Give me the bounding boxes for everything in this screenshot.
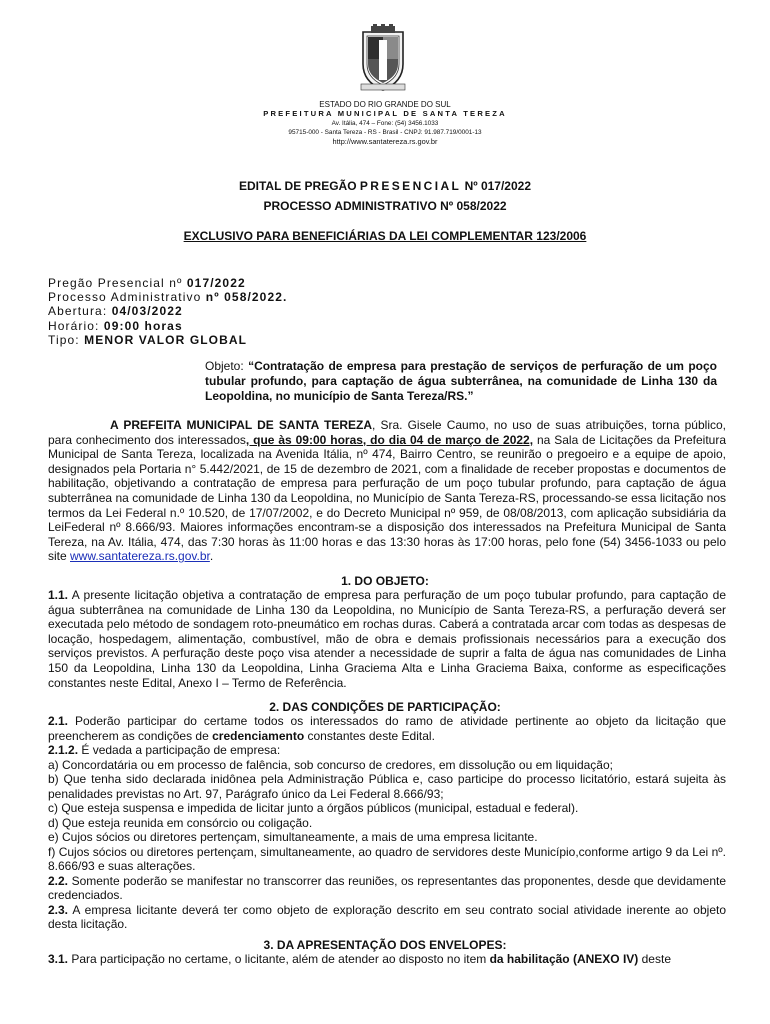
edital-title (0, 179, 770, 193)
list-item-c: c) Que esteja suspensa e impedida de licitar junto a órgãos públicos (municipal, estadual e federal). (48, 801, 579, 815)
item-number: 2.2. (48, 873, 69, 888)
item-text: A empresa licitante deverá ter como objeto de exploração descrito em seu contrato social atividade inerente ao objeto desta licitação. (48, 902, 726, 931)
info-tipo (48, 333, 287, 347)
intro-paragraph (48, 418, 726, 564)
header-website: http://www.santatereza.rs.gov.br (332, 137, 438, 146)
municipal-crest-icon (357, 24, 409, 92)
website-link[interactable]: www.santatereza.rs.gov.br (70, 549, 210, 564)
intro-text: , Sra. Gisele Caumo, no uso de suas atribuições, torna público, para conhecimento dos interessados (48, 418, 726, 447)
edital-title-suffix: Nº 017/2022 (461, 179, 532, 193)
info-processo (48, 290, 287, 304)
list-item-e: e) Cujos sócios ou diretores pertençam, simultaneamente, a mais de uma empresa licitante. (48, 830, 538, 844)
section-heading-objeto: 1. DO OBJETO: (341, 574, 429, 588)
intro-end: . (209, 549, 214, 564)
info-pregao (48, 276, 287, 290)
item-2-1 (48, 714, 726, 743)
item-bold: credenciamento (212, 728, 305, 743)
list-item-b: b) Que tenha sido declarada inidônea pela Administração Pública e, caso participe do processo licitatório, estará sujeita às penalidades previstas no Art. 97, Parágrafo único da Lei Federal 8.666/93; (48, 772, 726, 801)
info-label: Horário: (48, 318, 104, 333)
objeto-text: “Contratação de empresa para prestação de serviços de perfuração de um poço tubular profundo, para captação de água subterrânea, na comunidade de Linha 130 da Leopoldina, no município de Santa Tereza/RS.” (205, 359, 717, 403)
item-2-1-2 (48, 743, 726, 758)
info-label: Processo Administrativo (48, 290, 206, 305)
section-heading-envelopes: 3. DA APRESENTAÇÃO DOS ENVELOPES: (263, 938, 507, 952)
intro-date-underline: , que às 09:00 horas, do dia 04 de março de 2022, (245, 432, 534, 447)
item-2-3 (48, 903, 726, 932)
info-value: 017/2022 (186, 276, 246, 290)
item-text: Para participação no certame, o licitante, além de atender ao disposto no item (68, 952, 490, 966)
objeto-label: Objeto: (205, 359, 249, 373)
item-bold: da habilitação (ANEXO IV) (489, 952, 639, 966)
edital-title-spaced: PRESENCIAL (359, 179, 462, 193)
section3-paragraph (48, 952, 726, 967)
info-value: 04/03/2022 (111, 304, 183, 319)
item-2-2 (48, 874, 726, 903)
list-item-d: d) Que esteja reunida em consórcio ou coligação. (48, 815, 313, 830)
objeto-block (205, 359, 717, 404)
info-value: 09:00 horas (103, 318, 183, 333)
section-heading-participacao: 2. DAS CONDIÇÕES DE PARTICIPAÇÃO: (269, 700, 501, 714)
header-prefeitura: PREFEITURA MUNICIPAL DE SANTA TEREZA (263, 109, 507, 118)
item-number: 2.1.2. (48, 743, 79, 757)
item-number: 2.3. (48, 902, 69, 917)
section1-paragraph (48, 588, 726, 690)
info-horario (48, 319, 287, 333)
processo-title: PROCESSO ADMINISTRATIVO Nº 058/2022 (263, 199, 507, 213)
edital-title-prefix: EDITAL DE PREGÃO (238, 179, 360, 193)
exclusivo-title: EXCLUSIVO PARA BENEFICIÁRIAS DA LEI COMPLEMENTAR 123/2006 (183, 229, 587, 243)
list-item-a: a) Concordatária ou em processo de falência, sob concurso de credores, em dissolução ou em liquidação; (48, 757, 613, 772)
info-label: Tipo: (48, 332, 85, 347)
item-text: deste (638, 952, 671, 966)
info-value: MENOR VALOR GLOBAL (84, 332, 248, 347)
list-item-f: f) Cujos sócios ou diretores pertençam, simultaneamente, ao quadro de servidores deste Município,conforme artigo 9 da Lei nº. 8.666/93 e suas alterações. (48, 844, 726, 873)
item-text: Somente poderão se manifestar no transcorrer das reuniões, os representantes das proponentes, desde que devidamente credenciados. (48, 873, 726, 902)
header-address: Av. Itália, 474 – Fone: (54) 3456.1033 (331, 120, 439, 127)
section2-body (48, 714, 726, 932)
item-text: É vedada a participação de empresa: (78, 743, 281, 757)
info-label: Pregão Presencial nº (48, 276, 187, 290)
item-text: A presente licitação objetiva a contratação de empresa para perfuração de um poço tubular profundo, para captação de água subterrânea na comunidade de Linha 130 da Leopoldina, no Município de Santa Tereza-RS, a perfuração deverá ser executada pelo método de sondagem roto-pneumático em rochas duras. Caberá a contratada arcar com todas as despesas de locação, hospedagem, alimentação, combustível, mão de obra e demais profissionais necessários para a execução dos serviços previstos. A perfuração deste poço visa atender a necessidade de suprir a falta de água nas comunidades de Linha 150 da Leopoldina, Linha 130 da Leopoldina, Linha Graciema Alta e Linha Graciema Baixa, conforme as especificações constantes neste Edital, Anexo I – Termo de Referência. (48, 588, 726, 690)
item-text: Poderão participar do certame todos os interessados do ramo de atividade pertinente ao objeto da licitação que preencherem as condições de (48, 714, 726, 743)
item-number: 2.1. (48, 714, 69, 728)
info-label: Abertura: (48, 304, 112, 319)
info-value: nº 058/2022. (205, 290, 288, 305)
item-number: 1.1. (48, 588, 69, 602)
header-cnpj: 95715-000 - Santa Tereza - RS - Brasil - CNPJ: 91.987.719/0001-13 (288, 129, 482, 136)
header-state: ESTADO DO RIO GRANDE DO SUL (319, 100, 451, 109)
intro-bold: A PREFEITA MUNICIPAL DE SANTA TEREZA (110, 418, 373, 432)
info-block (48, 276, 287, 347)
item-text: constantes deste Edital. (304, 728, 435, 743)
intro-text: na Sala de Licitações da Prefeitura Municipal de Santa Tereza, localizada na Avenida Itália, nº 474, Bairro Centro, se reunirão o pregoeiro e a equipe de apoio, designados pela Portaria n° 5.442/2021, de 15 de dezembro de 2021, com a finalidade de receber propostas e documentos de habilitação, objetivando a contratação de empresa para perfuração de um poço tubular profundo, para captação de água subterrânea na comunidade de Linha 130 da Leopoldina, no Município de Santa Tereza-RS, processando-se essa licitação nos termos da Lei Federal n.º 10.520, de 17/07/2002, e do Decreto Municipal nº 959, de 08/08/2013, com aplicação subsidiária da LeiFederal nº 8.666/93. Maiores informações encontram-se a disposição dos interessados na Prefeitura Municipal de Santa Tereza, na Av. Itália, 474, das 7:30 horas às 11:00 horas e das 13:30 horas às 17:00 horas, pelo fone (54) 3456-1033 ou pelo site (48, 432, 727, 564)
info-abertura (48, 304, 287, 318)
item-number: 3.1. (48, 952, 69, 966)
